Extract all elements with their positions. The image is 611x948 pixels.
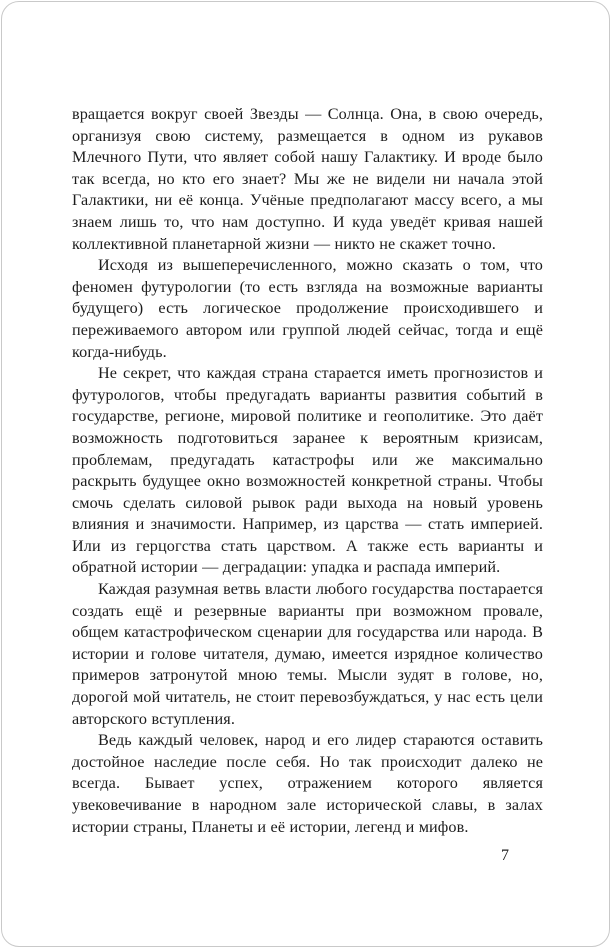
paragraph: вращается вокруг своей Звезды — Солнца. Она, в свою очередь, организуя свою систему, размещается в одном из рукавов Млечного Пути, что являет собой нашу Галактику. И вроде было так всегда, но кто его знает? Мы же не видели ни начала этой Галактики, ни её конца. Учёные предполагают массу всего, а мы знаем лишь то, что нам доступно. И куда уведёт кривая нашей коллективной планетарной жизни — никто не скажет точно. <box>72 105 543 253</box>
page-number: 7 <box>501 847 509 864</box>
paragraph: Исходя из вышеперечисленного, можно сказать о том, что феномен футурологии (то есть взгляда на возможные варианты будущего) есть логическое продолжение происходившего и переживаемого автором или группой людей сейчас, тогда и ещё когда-нибудь. <box>72 256 543 361</box>
paragraph: Не секрет, что каждая страна старается иметь прогнозистов и футурологов, чтобы предугадать варианты развития событий в государстве, регионе, мировой политике и геополитике. Это даёт возможность подготовиться заранее к вероятным кризисам, проблемам, предугадать катастрофы или же максимально раскрыть будущее окно возможностей конкретной страны. Чтобы смочь сделать силовой рывок ради выхода на новый уровень влияния и значимости. Например, из царства — стать империей. Или из герцогства стать царством. А также есть варианты и обратной истории — деградации: упадка и распада империй. <box>72 364 543 577</box>
paragraph: Каждая разумная ветвь власти любого государства постарается создать ещё и резервные варианты при возможном провале, общем катастрофическом сценарии для государства или народа. В истории и голове читателя, думаю, имеется изрядное количество примеров затронутой мною темы. Мысли зудят в голове, но, дорогой мой читатель, не стоит перевозбуждаться, у нас есть цели авторского вступления. <box>72 580 543 728</box>
book-page-frame <box>1 1 610 947</box>
paragraph: Ведь каждый человек, народ и его лидер стараются оставить достойное наследие после себя. Но так происходит далеко не всегда. Бывает успех, отражением которого является увековечивание в народном зале исторической славы, в залах истории страны, Планеты и её истории, легенд и мифов. <box>72 731 543 836</box>
text-column <box>72 104 543 838</box>
